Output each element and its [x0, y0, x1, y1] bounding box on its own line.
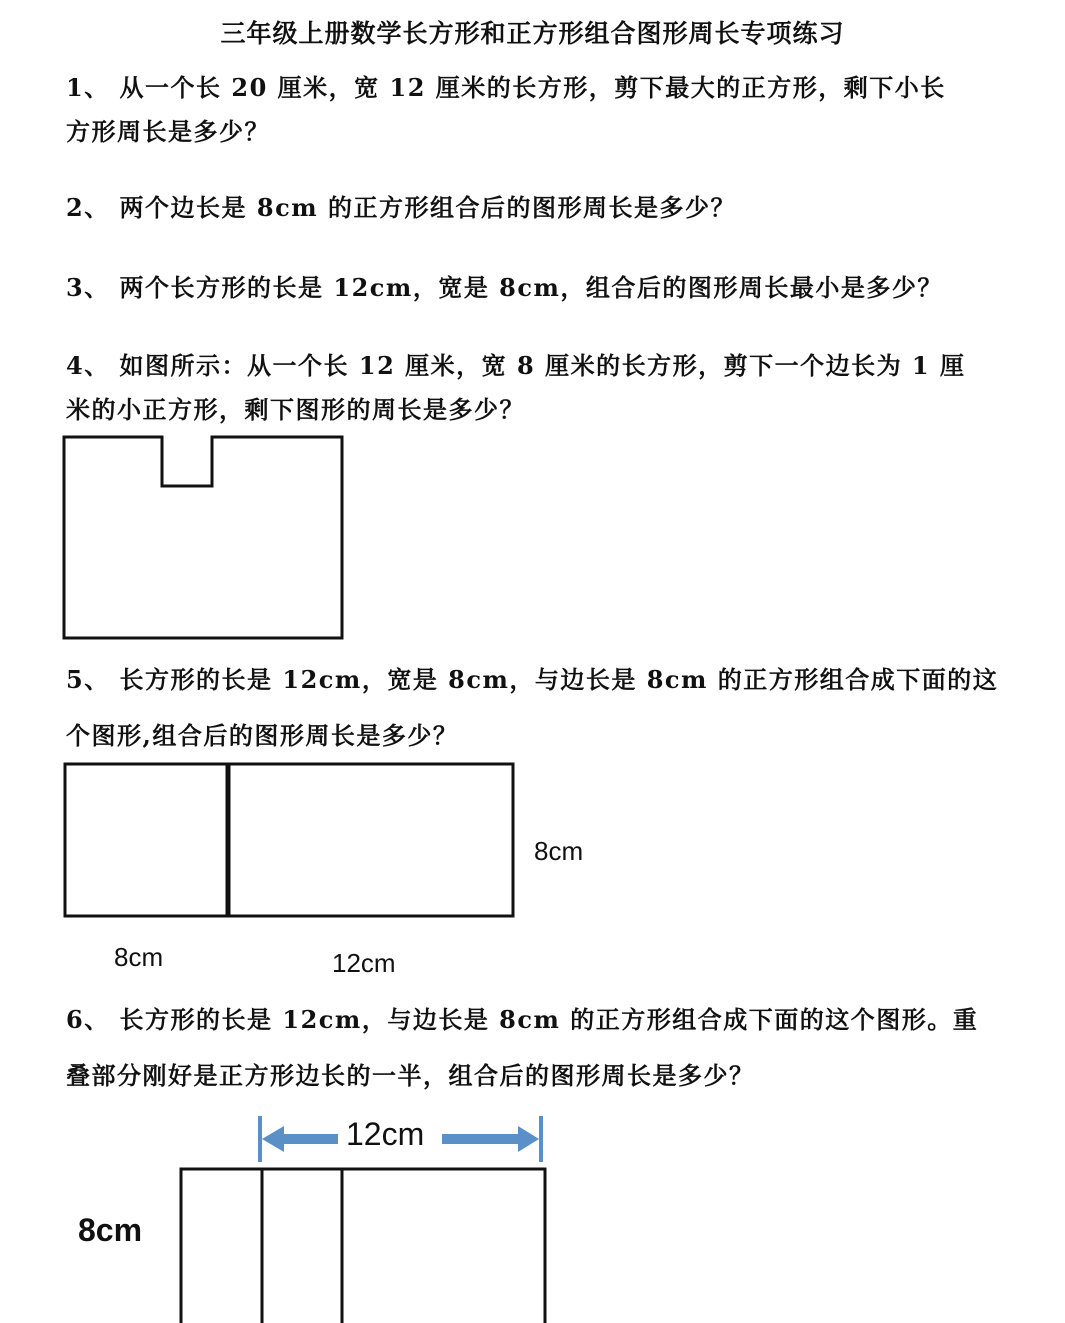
figure-6-width-label: 12cm: [346, 1116, 425, 1152]
question-3: [66, 268, 1021, 303]
figure-6-right-arrow-shaft: [442, 1134, 522, 1144]
question-3-line-1: 3、 两个长方形的长是 12cm，宽是 8cm，组合后的图形周长最小是多少？: [66, 273, 943, 302]
question-5: [66, 660, 1021, 751]
figure-6-left-arrow-shaft: [280, 1134, 338, 1144]
question-1-line-1: 1、 从一个长 20 厘米，宽 12 厘米的长方形，剪下最大的正方形，剩下小长: [66, 73, 946, 102]
page-title: 三年级上册数学长方形和正方形组合图形周长专项练习: [220, 19, 845, 48]
question-5-line-2: 个图形,组合后的图形周长是多少？: [66, 721, 459, 750]
figure-5-square-label: 8cm: [114, 942, 164, 972]
figure-5-rect-label: 12cm: [332, 948, 396, 978]
question-6: [66, 1000, 1021, 1091]
question-4: [66, 346, 1021, 425]
question-5-line-1: 5、 长方形的长是 12cm，宽是 8cm，与边长是 8cm 的正方形组合成下面的这: [66, 665, 999, 694]
question-6-line-1: 6、 长方形的长是 12cm，与边长是 8cm 的正方形组合成下面的这个图形。重: [66, 1005, 979, 1034]
question-1-line-2: 方形周长是多少？: [66, 117, 270, 146]
figure-6-right-arrow-head: [518, 1126, 539, 1152]
figure-4-notched-rectangle: [64, 437, 342, 638]
figure-6-left-arrow-head: [262, 1126, 284, 1152]
figure-6-outer-rectangle: [181, 1169, 545, 1323]
question-2-line-1: 2、 两个边长是 8cm 的正方形组合后的图形周长是多少？: [66, 193, 736, 222]
question-4-line-1: 4、 如图所示：从一个长 12 厘米，宽 8 厘米的长方形，剪下一个边长为 1 厘: [66, 351, 966, 380]
figure-6-height-label: 8cm: [78, 1212, 143, 1248]
figure-5-outer-rectangle: [65, 764, 513, 916]
question-1: [66, 68, 1021, 147]
question-4-line-2: 米的小正方形，剩下图形的周长是多少？: [66, 395, 525, 424]
question-2: [66, 188, 1021, 223]
figure-5-height-label: 8cm: [534, 836, 584, 866]
question-6-line-2: 叠部分刚好是正方形边长的一半，组合后的图形周长是多少？: [66, 1061, 755, 1090]
